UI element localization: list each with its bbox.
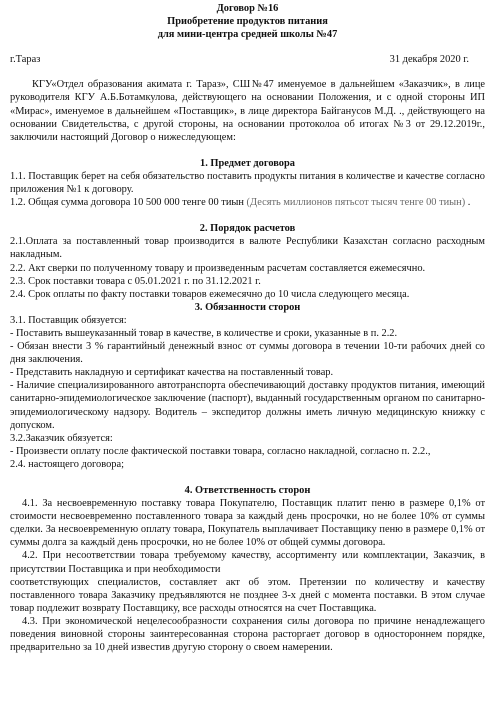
clause-3-1-item-1: - Поставить вышеуказанный товар в качестве, в количестве и сроки, указанные в п. 2.2. (10, 327, 398, 339)
clause-2-2: 2.2. Акт сверки по полученному товару и произведенным расчетам составляется ежемесячно. (10, 262, 426, 274)
contract-date: 31 декабря 2020 г. (389, 54, 469, 66)
clause-3-1-item-2: - Обязан внести 3 % гарантийный денежный взнос от суммы договора в течении 10-ти рабочих дней со дня заключения. (10, 341, 485, 366)
contract-subject-subtitle: для мини-центра средней школы №47 (157, 29, 338, 41)
clause-3-2-item-1: - Произвести оплату после фактической поставки товара, согласно накладной, согласно п. 2.2., (10, 445, 431, 457)
contract-place: г.Тараз (10, 54, 41, 66)
clause-3-2-item-1-cont: 2.4. настоящего договора; (10, 458, 124, 470)
clause-3-2: 3.2.Заказчик обязуется: (10, 432, 113, 444)
clause-4-2-cont: соответствующих специалистов, составляет акт об этом. Претензии по количеству и качеству поставленного товара Заказчику предъявляются не позднее 3-х дней с момента поставки. В этом случае товар подлежит возврату Поставщику, все расходы относятся на счет Поставщика. (10, 576, 485, 614)
clause-4-3: 4.3. При экономической нецелесообразности сохранения силы договора по причине ненадлежащего поведения виновной стороны заинтересованная сторона расторгает договор в одностороннем порядке, предварительно за 10 дней известив другую сторону о своем намерении. (10, 615, 485, 654)
place-and-date (10, 53, 485, 66)
clause-2-1: 2.1.Оплата за поставленный товар производится в валюте Республики Казахстан согласно расходным накладным. (10, 236, 485, 261)
clause-1-2-amount-words: (Десять миллионов пятьсот тысяч тенге 00 тиын) (246, 197, 466, 209)
clause-1-2-main: 1.2. Общая сумма договора 10 500 000 тенге 00 тиын (10, 197, 247, 209)
section-3-title: 3. Обязанности сторон (194, 301, 301, 313)
section-2-title: 2. Порядок расчетов (199, 223, 296, 235)
clause-3-1-item-3: - Представить накладную и сертификат качества на поставленный товар. (10, 367, 334, 379)
clause-4-1: 4.1. За несвоевременную поставку товара Покупателю, Поставщик платит пеню в размере 0,1% от стоимости несвоевременно поставленного товара за каждый день просрочки, но не более 10% от суммы сделки. За несвоевременную оплату товара, Покупатель выплачивает Поставщику пеню в размере 0,1% от суммы долга за каждый день просрочки, но не более 10% от общей суммы договора. (10, 498, 485, 549)
spacer (10, 144, 485, 157)
section-1-title: 1. Предмет договора (200, 157, 295, 169)
preamble: КГУ«Отдел образования акимата г. Тараз», СШ№47 именуемое в дальнейшем «Заказчик», в лице руководителя КГУ А.Б.Ботамкулова, действующего на основании Положения, и с одной стороны ИП «Мирас», именуемое в дальнейшем «Поставщик», в лице директора Байганусов М.Д. ., действующего на основании Свидетельства, с другой стороны, на основании протоколоа об итогах №3 от 29.12.2019г., заключили настоящий Договор о нижеследующем: (10, 79, 485, 143)
spacer (10, 209, 485, 222)
clause-2-3: 2.3. Срок поставки товара с 05.01.2021 г. по 31.12.2021 г. (10, 275, 261, 287)
clause-1-2 (10, 196, 485, 209)
section-4-title: 4. Ответственность сторон (184, 485, 311, 496)
clause-3-1-item-4: - Наличие специализированного автотранспорта обеспечивающий доставку продуктов питания, имеющий санитарно-эпидемиологическое заключение (паспорт), выданный государственным органом по санитарно-эпидемиологическому надзору. Водитель – экспедитор должны иметь личную медицинскую книжку с допуском. (10, 380, 485, 431)
spacer (10, 471, 485, 484)
contract-subject-title: Приобретение продуктов питания (167, 16, 328, 28)
clause-4-2: 4.2. При несоответствии товара требуемому качеству, ассортименту или комплектации, Заказчик, в присутствии Поставщика и при необходимости (10, 550, 485, 575)
clause-1-1: 1.1. Поставщик берет на себя обязательство поставить продукты питания в количестве и качестве согласно приложения №1 к договору. (10, 170, 485, 196)
clause-2-4: 2.4. Срок оплаты по факту поставки товаров ежемесячно до 10 числа следующего месяца. (10, 288, 410, 300)
contract-number: Договор №16 (216, 3, 279, 14)
clause-1-2-end: . (465, 197, 471, 209)
clause-3-1: 3.1. Поставщик обязуется: (10, 314, 127, 326)
